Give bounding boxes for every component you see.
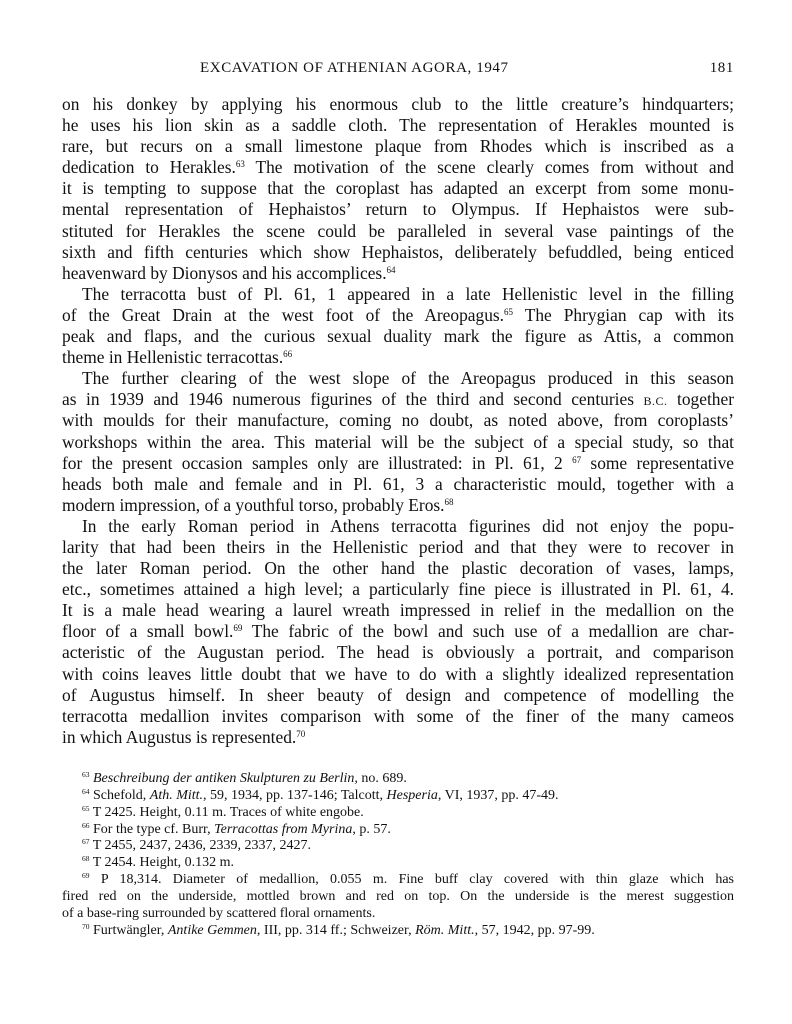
text-run: workshops within the area. This material will be the subject of a special study, so that: [62, 431, 734, 452]
footnote-line: [62, 805, 734, 822]
text-run: the later Roman period. On the other hand the plastic decoration of vases, lamps,: [62, 558, 734, 579]
text-run: terracotta medallion invites comparison with some of the finer of the many cameos: [62, 705, 734, 726]
text-run: P 18,314. Diameter of medallion, 0.055 m. Fine buff clay covered with thin glaze which has: [89, 872, 734, 888]
text-line: [62, 242, 734, 263]
text-run: Schefold,: [89, 787, 150, 803]
text-run: It is a male head wearing a laurel wreath impressed in relief in the medallion on the: [62, 600, 734, 621]
text-run: sixth and fifth centuries which show Hephaistos, deliberately befuddled, being enticed: [62, 241, 734, 262]
running-header: [62, 56, 734, 78]
footnote: [62, 771, 734, 788]
text-run: mental representation of Hephaistos’ return to Olympus. If Hephaistos were sub-: [62, 199, 734, 220]
text-run: The fabric of the bowl and such use of a medallion are char-: [242, 621, 734, 642]
footnote: [62, 838, 734, 855]
text-run: , no. 689.: [354, 770, 407, 786]
text-run: , VI, 1937, pp. 47-49.: [437, 787, 559, 803]
text-line: [62, 432, 734, 453]
page: [62, 56, 734, 940]
italic-text: Beschreibung der antiken Skulpturen zu Berlin: [93, 770, 355, 786]
footnote-line: [62, 788, 734, 805]
text-line: [62, 685, 734, 706]
text-line: [62, 326, 734, 347]
footnote-line: [62, 855, 734, 872]
footnote: [62, 805, 734, 822]
text-run: peak and flaps, and the curious sexual duality mark the figure as Attis, a common: [62, 326, 734, 347]
text-line: [62, 474, 734, 495]
text-run: stituted for Herakles the scene could be paralleled in several vase paintings of the: [62, 220, 734, 241]
text-line: [62, 600, 734, 621]
text-line: [62, 136, 734, 157]
italic-text: Antike Gemmen: [167, 922, 257, 938]
footnote: [62, 822, 734, 839]
text-line: [62, 558, 734, 579]
footnote-marker: 64: [386, 264, 396, 275]
text-run: for the present occasion samples only are illustrated: in Pl. 61, 2: [62, 452, 573, 473]
text-line: [62, 284, 734, 305]
text-run: in which Augustus is represented.: [62, 726, 297, 747]
text-run: The Phrygian cap with its: [513, 304, 734, 325]
text-line: [62, 115, 734, 136]
italic-text: Röm. Mitt.: [415, 922, 475, 938]
footnote-line: [62, 771, 734, 788]
footnote-marker: 68: [82, 854, 90, 864]
footnote-marker: 67: [572, 454, 582, 465]
footnote-marker: 68: [444, 496, 454, 507]
text-run: of a base-ring surrounded by scattered floral ornaments.: [62, 906, 376, 922]
text-run: as in 1939 and 1946 numerous figurines of the third and second centuries: [62, 389, 644, 410]
text-run: The motivation of the scene clearly comes from without and: [244, 157, 734, 178]
text-line: [62, 537, 734, 558]
text-line: [62, 706, 734, 727]
text-line: [62, 157, 734, 178]
italic-text: Terracottas from Myrina: [214, 821, 353, 837]
text-run: with moulds for their manufacture, coming no doubt, as noted above, from coroplasts’: [62, 410, 734, 431]
text-line: [62, 221, 734, 242]
footnote-marker: 70: [82, 921, 90, 931]
text-run: dedication to Herakles.: [62, 157, 236, 178]
footnotes: [62, 771, 734, 940]
text-run: larity that had been theirs in the Hellenistic period and that they were to recover in: [62, 536, 734, 557]
text-run: , III, pp. 314 ff.; Schweizer,: [256, 922, 416, 938]
page-number: 181: [709, 60, 734, 76]
text-run: floor of a small bowl.: [62, 621, 234, 642]
small-caps-text: B.C.: [643, 394, 668, 409]
footnote-marker: 66: [283, 349, 293, 360]
text-line: [62, 664, 734, 685]
footnote-marker: 67: [82, 837, 90, 847]
footnote: [62, 788, 734, 805]
paragraph: [62, 94, 734, 284]
footnote-line: [62, 906, 734, 923]
footnote: [62, 923, 734, 940]
footnote-marker: 70: [296, 728, 306, 739]
paragraph: [62, 516, 734, 748]
text-line: [62, 347, 734, 368]
text-line: [62, 263, 734, 284]
footnote-line: [62, 889, 734, 906]
text-run: fired red on the underside, mottled brown and red on top. On the underside is the merest suggestion: [62, 889, 734, 905]
text-line: [62, 305, 734, 326]
text-line: [62, 727, 734, 748]
text-run: T 2425. Height, 0.11 m. Traces of white engobe.: [89, 804, 364, 820]
text-line: [62, 495, 734, 516]
text-line: [62, 516, 734, 537]
footnote-line: [62, 822, 734, 839]
text-run: he uses his lion skin as a saddle cloth. The representation of Herakles mounted is: [62, 115, 734, 136]
footnote-marker: 64: [82, 786, 90, 796]
paragraph: [62, 368, 734, 516]
main-text: [62, 94, 734, 748]
text-run: on his donkey by applying his enormous club to the little creature’s hindquarters;: [62, 94, 734, 114]
italic-text: Ath. Mitt.: [149, 787, 204, 803]
text-run: of Augustus himself. In sheer beauty of design and competence of modelling the: [62, 684, 734, 705]
text-line: [62, 389, 734, 410]
text-run: , p. 57.: [352, 821, 391, 837]
text-run: heads both male and female and in Pl. 61, 3 a characteristic mould, together with a: [62, 473, 734, 494]
text-run: some representative: [581, 452, 734, 473]
text-line: [62, 410, 734, 431]
text-line: [62, 94, 734, 115]
text-line: [62, 368, 734, 389]
text-run: etc., sometimes attained a high level; a particularly fine piece is illustrated in Pl. 61, 4.: [62, 579, 734, 600]
text-run: it is tempting to suppose that the coroplast has adapted an excerpt from some monu-: [62, 178, 734, 199]
text-run: , 57, 1942, pp. 97-99.: [474, 922, 595, 938]
text-run: acteristic of the Augustan period. The head is obviously a portrait, and comparison: [62, 642, 734, 663]
footnote: [62, 855, 734, 872]
text-line: [62, 453, 734, 474]
footnote-marker: 69: [233, 623, 243, 634]
footnote-marker: 63: [235, 159, 245, 170]
paragraph: [62, 284, 734, 368]
text-line: [62, 642, 734, 663]
text-run: heavenward by Dionysos and his accomplices.: [62, 262, 387, 283]
text-run: T 2455, 2437, 2436, 2339, 2337, 2427.: [89, 838, 312, 854]
text-run: theme in Hellenistic terracottas.: [62, 347, 284, 368]
text-run: , 59, 1934, pp. 137-146; Talcott,: [203, 787, 387, 803]
text-run: T 2454. Height, 0.132 m.: [89, 855, 235, 871]
text-run: The further clearing of the west slope of the Areopagus produced in this season: [82, 368, 734, 389]
text-run: In the early Roman period in Athens terracotta figurines did not enjoy the popu-: [82, 515, 734, 536]
italic-text: Hesperia: [386, 787, 438, 803]
text-line: [62, 178, 734, 199]
text-line: [62, 621, 734, 642]
running-title: EXCAVATION OF ATHENIAN AGORA, 1947: [200, 60, 509, 76]
footnote-marker: 69: [82, 871, 90, 881]
text-run: of the Great Drain at the west foot of the Areopagus.: [62, 304, 505, 325]
footnote-marker: 63: [82, 769, 90, 779]
footnote-line: [62, 923, 734, 940]
footnote-line: [62, 838, 734, 855]
text-line: [62, 579, 734, 600]
footnote-marker: 65: [82, 803, 90, 813]
footnote-marker: 66: [82, 820, 90, 830]
text-run: together: [667, 389, 735, 410]
footnote: [62, 872, 734, 923]
text-run: Furtwängler,: [89, 922, 168, 938]
text-run: with coins leaves little doubt that we have to do with a slightly idealized representation: [62, 663, 734, 684]
footnote-marker: 65: [504, 306, 514, 317]
text-run: rare, but recurs on a small limestone plaque from Rhodes which is inscribed as a: [62, 136, 734, 157]
text-run: The terracotta bust of Pl. 61, 1 appeared in a late Hellenistic level in the filling: [82, 283, 734, 304]
text-run: For the type cf. Burr,: [89, 821, 215, 837]
footnote-line: [62, 872, 734, 889]
text-run: modern impression, of a youthful torso, probably Eros.: [62, 494, 445, 515]
text-line: [62, 199, 734, 220]
